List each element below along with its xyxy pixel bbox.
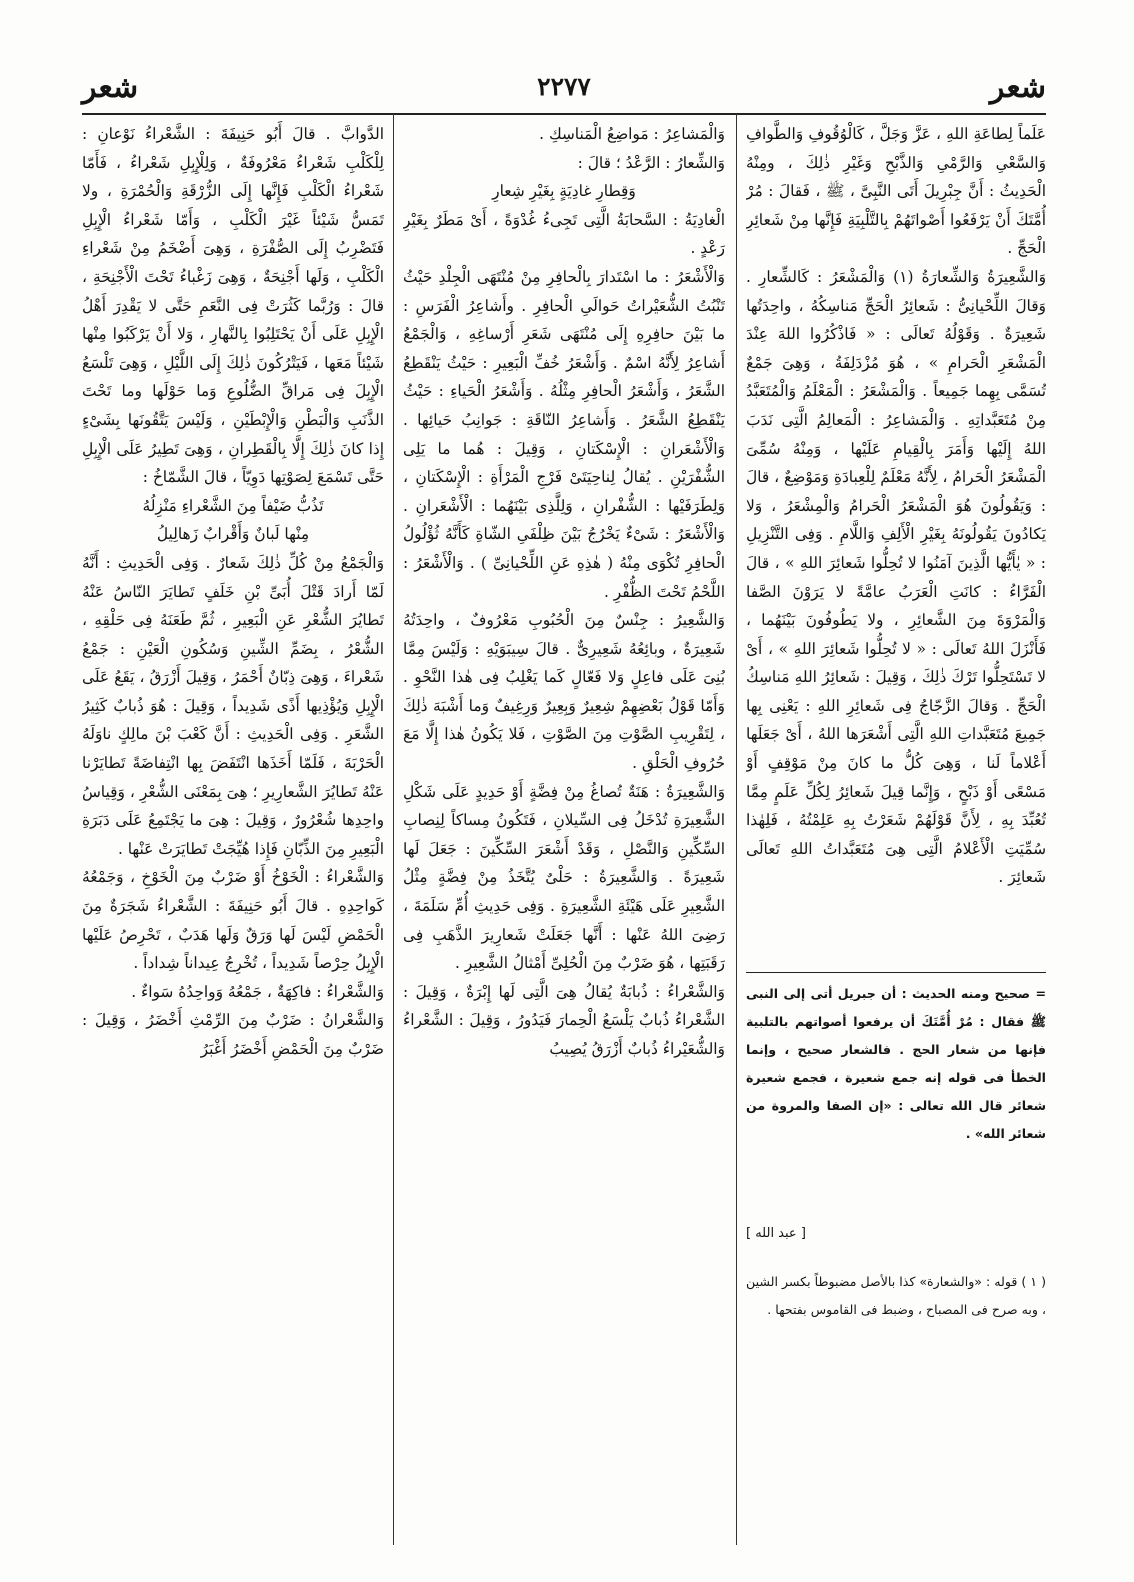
entry-paragraph: وَالْمَشاعِرُ : مَواضِعُ الْمَناسِكِ .: [539, 125, 725, 143]
entry-paragraph: وَالشَّعِيرُ : جِنْسٌ مِنَ الْحُبُوبِ مَعْرُوفٌ ، واحِدَتُهُ شَعِيرَةٌ ، وبائِعُهُ شَعِيرِىٌّ . قالَ سِيبَوَيْهِ : وَلَيْسَ مِمَّا بُنِىَ عَلَى فاعِلٍ وَلا فَعّالٍ كَما يَغْلِبُ فِى هٰذا النَّحْوِ . وَأَمّا قَوْلُ بَعْضِهِمْ شِعِيرٌ وَبِعِيرٌ وَرِغِيفٌ وَما أَشْبَهَ ذٰلِكَ ، لِتَقْرِيبِ الصَّوْتِ مِنَ الصَّوْتِ ، فَلا يَكُونُ هٰذا إِلَّا مَعَ حُرُوفِ الْحَلْقِ .: [403, 611, 725, 773]
column-divider: [393, 113, 394, 1545]
entry-paragraph: وَالْجَمْعُ مِنْ كُلِّ ذٰلِكَ شَعارٌ . وَفِى الْحَدِيثِ : أَنَّهُ لَمّا أَرادَ قَتْلَ أُبَىِّ بْنِ خَلَفٍ تَطايَرَ النّاسُ عَنْهُ تَطايُرَ الشُّعْرِ عَنِ الْبَعِيرِ ، ثُمَّ طَعَنَهُ فِى حَلْقِهِ ، الشُّعْرُ ، بِضَمِّ الشِّينِ وَسُكُونِ الْعَيْنِ : جَمْعُ شَعْراءَ ، وَهِىَ ذِبّانٌ أَحْمَرُ ، وَقِيلَ أَزْرَقُ ، يَقَعُ عَلَى الْإِبِلِ وَيُؤْذِيها أَذًى شَدِيداً ، وَقِيلَ : هُوَ ذُبابٌ كَثِيرُ الشَّعَرِ . وَفِى الْحَدِيثِ : أَنَّ كَعْبَ بْنَ مالِكٍ ناوَلَهُ الْحَرْبَةَ ، فَلَمّا أَخَذَها انْتَفَضَ بِها انْتِفاضَةً تَطايَرْنا عَنْهُ تَطايُرَ الشَّعارِيرِ ؛ هِىَ بِمَعْنَى الشُّعْرِ ، وَقِياسُ واحِدِها شُعْرُورٌ ، وَقِيلَ : هِىَ ما يَجْتَمِعُ عَلَى دَبَرَةِ الْبَعِيرِ مِنَ الذِّبّانِ فَإِذا هُيِّجَتْ تَطايَرَتْ عَنْها .: [82, 553, 384, 858]
entry-paragraph: وَالشَّعِيرَةُ وَالشِّعارَةُ (١) وَالْمَشْعَرُ : كَالشِّعارِ . وَقالَ اللِّحْيانِىُّ : شَعائِرُ الْحَجِّ مَناسِكُهُ ، واحِدَتُها شَعِيرَةٌ . وَقَوْلُهُ تَعالَى : « فَاذْكُرُوا اللهَ عِنْدَ الْمَشْعَرِ الْحَرامِ » ، هُوَ مُزْدَلِفَةُ ، وَهِىَ جَمْعٌ تُسَمَّى بِهِما جَمِيعاً . وَالْمَشْعَرُ : الْمَعْلَمُ وَالْمُتَعَبَّدُ مِنْ مُتَعَبَّداتِهِ . وَالْمَشاعِرُ : الْمَعالِمُ الَّتِى نَدَبَ اللهُ إِلَيْها وَأَمَرَ بِالْقِيامِ عَلَيْها ، وَمِنْهُ سُمِّىَ الْمَشْعَرُ الْحَرامُ ، لِأَنَّهُ مَعْلَمٌ لِلْعِبادَةِ وَمَوْضِعٌ ، قالَ : وَيَقُولُونَ هُوَ الْمَشْعَرُ الْحَرامُ وَالْمِشْعَرُ ، وَلا يَكادُونَ يَقُولُونَهُ بِغَيْرِ الْأَلِفِ وَاللَّامِ . وَفِى التَّنْزِيلِ : « يٰأَيُّها الَّذِينَ آمَنُوا لا تُحِلُّوا شَعائِرَ اللهِ » ، قالَ الْفَرَّاءُ : كانَتِ الْعَرَبُ عامَّةً لا يَرَوْنَ الصَّفا وَالْمَرْوَةَ مِنَ الشَّعائِرِ ، ولا يَطُوفُونَ بَيْنَهُما ، فَأَنْزَلَ اللهُ تَعالَى : « لا تُحِلُّوا شَعائِرَ اللهِ » ، أَىْ لا تَسْتَحِلُّوا تَرْكَ ذٰلِكَ ، وَقِيلَ : شَعائِرُ اللهِ مَناسِكُ الْحَجِّ . وَقالَ الزَّجّاجُ فِى شَعائِرِ اللهِ : يَعْنِى بِها جَمِيعَ مُتَعَبَّداتِ اللهِ الَّتِى أَشْعَرَها اللهُ ، أَىْ جَعَلَها أَعْلاماً لَنا ، وَهِىَ كُلُّ ما كانَ مِنْ مَوْقِفٍ أَوْ مَسْعًى أَوْ ذَبْحٍ ، وَإِنَّما قِيلَ شَعائِرُ لِكُلِّ عَلَمٍ مِمَّا تُعُبِّدَ بِهِ ، لِأَنَّ قَوْلَهُمْ شَعَرْتُ بِهِ عَلِمْتُهُ ، فَلِهٰذا سُمِّيَتِ الْأَعْلامُ الَّتِى هِىَ مُتَعَبَّداتُ اللهِ تَعالَى شَعائِرَ .: [746, 267, 1046, 887]
entry-paragraph: وَالشَّعْرانُ : ضَرْبٌ مِنَ الرِّمْثِ أَخْضَرُ ، وَقِيلَ : ضَرْبٌ مِنَ الْحَمْضِ أَخْضَرُ أَغْبَرُ: [82, 1011, 384, 1058]
entry-paragraph: وَالشَّعْراءُ : فاكِهَةٌ ، جَمْعُهُ وَواحِدُهُ سَواءٌ .: [131, 982, 384, 1001]
header-rule: [82, 113, 1046, 115]
poetry-verse: تَذُبُّ ضَيْفاً مِنَ الشَّعْراءِ مَنْزِلُهُ: [142, 496, 324, 515]
footnote-rule: [746, 972, 1046, 973]
editor-signature: [ عبد الله ]: [746, 1226, 806, 1241]
editor-footnote: = صحيح ومنه الحديث : أن جبريل أتى إلى النبى ﷺ فقال : مُرْ أُمَّتَكَ أن يرفعوا أصواتهم بالتلبية فإنها من شعار الحج . فالشعار صحيح ، وإنما الخطأ فى قوله إنه جمع شعيرة ، فجمع شعيرة شعائر قال الله تعالى : «إن الصفا والمروة من شعائر الله» .: [746, 986, 1046, 1141]
footnote-1: ( ١ ) قوله : «والشعارة» كذا بالأصل مضبوطاً بكسر الشين ، وبه صرح فى المصباح ، وضبط فى القاموس بفتحها .: [746, 1274, 1046, 1317]
column-left: [82, 120, 384, 1550]
column-middle: [403, 120, 725, 1550]
poetry-verse: مِنْها لَبانٌ وَأَقْرابٌ زَهالِيلُ: [156, 525, 310, 544]
headword-left: شعر: [82, 70, 139, 105]
entry-paragraph: وَالشِّعارُ : الرَّعْدُ ؛ قالَ :: [577, 153, 725, 172]
page-header: [82, 70, 1046, 110]
entry-paragraph: وَالشَّعْراءُ : الْخَوْخُ أَوْ ضَرْبٌ مِنَ الْخَوْخِ ، وَجَمْعُهُ كَواحِدِهِ . قالَ أَبُو حَنِيفَةَ : الشَّعْراءُ شَجَرَةٌ مِنَ الْحَمْضِ لَيْسَ لَها وَرَقٌ وَلَها هَدَبٌ ، تَحْرِصُ عَلَيْها الْإِبِلُ حِرْصاً شَدِيداً ، تُخْرِجُ عِيداناً شِداداً .: [82, 868, 384, 973]
entry-paragraph: وَالشَّعْراءُ : ذُبابَةٌ يُقالُ هِىَ الَّتِى لَها إِبْرَةٌ ، وَقِيلَ : الشَّعْراءُ ذُبابٌ يَلْسَعُ الْحِمارَ فَيَدُورُ ، وَقِيلَ : الشَّعْراءُ وَالشُّعَيْراءُ ذُبابٌ أَزْرَقُ يُصِيبُ: [403, 982, 725, 1058]
column-right: [746, 120, 1046, 960]
headword-right: شعر: [989, 70, 1046, 105]
column-divider: [736, 113, 737, 1545]
entry-paragraph: الْغادِيَةُ : السَّحابَةُ الَّتِى تَجِىءُ غُدْوَةً ، أَىْ مَطَرٌ بِغَيْرِ رَعْدٍ .: [403, 210, 725, 258]
page-number: ٢٢٧٧: [537, 72, 591, 101]
entry-paragraph: وَالشَّعِيرَةُ : هَنَةٌ تُصاغُ مِنْ فِضَّةٍ أَوْ حَدِيدٍ عَلَى شَكْلِ الشَّعِيرَةِ تُدْخَلُ فِى السِّيلانِ ، فَتَكُونُ مِساكاً لِنِصابِ السِّكِّينِ وَالنَّصْلِ ، وَقَدْ أَشْعَرَ السِّكِّينَ : جَعَلَ لَها شَعِيرَةً . وَالشَّعِيرَةُ : حَلْىٌ يُتَّخَذُ مِنْ فِضَّةٍ مِثْلُ الشَّعِيرِ عَلَى هَيْئَةِ الشَّعِيرَةِ . وَفِى حَدِيثِ أُمِّ سَلَمَةَ ، رَضِىَ اللهُ عَنْها : أَنَّها جَعَلَتْ شَعارِيرَ الذَّهَبِ فِى رَقَبَتِها ، هُوَ ضَرْبٌ مِنَ الْحُلِىِّ أَمْثالُ الشَّعِيرِ .: [403, 782, 725, 973]
entry-paragraph: الدَّوابَّ . قالَ أَبُو حَنِيفَةَ : الشَّعْراءُ نَوْعانِ : لِلْكَلْبِ شَعْراءُ مَعْرُوفَةٌ ، وَلِلْإِبِلِ شَعْراءُ ، فَأَمّا شَعْراءُ الْكَلْبِ فَإِنَّها إِلَى الزُّرْقَةِ وَالْحُمْرَةِ ، ولا تَمَسُّ شَيْئاً غَيْرَ الْكَلْبِ ، وَأَمّا شَعْراءُ الْإِبِلِ فَتَضْرِبُ إِلَى الصُّفْرَةِ ، وَهِىَ أَضْخَمُ مِنْ شَعْراءِ الْكَلْبِ ، وَلَها أَجْنِحَةٌ ، وَهِىَ زَغْباءُ تَحْتَ الْأَجْنِحَةِ ، قالَ : وَرُبَّما كَثُرَتْ فِى النَّعَمِ حَتَّى لا يَقْدِرَ أَهْلُ الْإِبِلِ عَلَى أَنْ يَحْتَلِبُوا بِالنَّهارِ ، وَلا أَنْ يَرْكَبُوا مِنْها شَيْئاً مَعَها ، فَيَتْرُكُونَ ذٰلِكَ إِلَى اللَّيْلِ ، وَهِىَ تَلْسَعُ الْإِبِلَ فِى مَراقِّ الضُّلُوعِ وَما حَوْلَها وما تَحْتَ الذَّنَبِ وَالْبَطْنِ وَالْإِبْطَيْنِ ، وَلَيْسَ يَتَّقُونَها بِشَىْءٍ إِذا كانَ ذٰلِكَ إِلَّا بِالْقَطِرانِ ، وَهِىَ تَطِيرُ عَلَى الْإِبِلِ حَتَّى تَسْمَعَ لِصَوْتِها دَوِيّاً ، قالَ الشَّمّاخُ :: [82, 125, 384, 487]
poetry-verse: وَقِطارِ غادِيَةٍ بِغَيْرِ شِعارِ: [492, 182, 636, 201]
entry-paragraph: وَالْأَشْعَرُ : ما اسْتَدارَ بِالْحافِرِ مِنْ مُنْتَهَى الْجِلْدِ حَيْثُ تَنْبُتُ الشُّعَيْراتُ حَوالَىِ الْحافِرِ . وأَشاعِرُ الْفَرَسِ : ما بَيْنَ حافِرِهِ إِلَى مُنْتَهَى شَعَرِ أَرْساغِهِ ، وَالْجَمْعُ أَشاعِرُ لِأَنَّهُ اسْمٌ . وَأَشْعَرُ خُفِّ الْبَعِيرِ : حَيْثُ يَنْقَطِعُ الشَّعَرُ ، وَأَشْعَرُ الْحافِرِ مِثْلُهُ . وَأَشْعَرُ الْحَياءِ : حَيْثُ يَنْقَطِعُ الشَّعَرُ . وَأَشاعِرُ النّاقَةِ : جَوانِبُ حَيائِها . وَالْأَشْعَرانِ : الْإِسْكَتانِ ، وَقِيلَ : هُما ما يَلِى الشُّفْرَيْنِ . يُقالُ لِناحِيَتَىْ فَرْجِ الْمَرْأَةِ : الْإِسْكَتانِ ، وَلِطَرَفَيْها : الشُّفْرانِ ، وَلِلَّذِى بَيْنَهُما : الْأَشْعَرانِ . وَالْأَشْعَرُ : شَىْءٌ يَخْرُجُ بَيْنَ ظِلْفَىِ الشّاةِ كَأَنَّهُ ثُؤْلُولُ الْحافِرِ تُكْوَى مِنْهُ ( هٰذِهِ عَنِ اللِّحْيانِىِّ ) . وَالْأَشْعَرُ : اللَّحْمُ تَحْتَ الظُّفْرِ .: [403, 267, 725, 601]
entry-paragraph: عَلَماً لِطاعَةِ اللهِ ، عَزَّ وَجَلَّ ، كَالْوُقُوفِ وَالطَّوافِ وَالسَّعْىِ وَالرَّمْىِ وَالذَّبْحِ وَغَيْرِ ذٰلِكَ ، ومِنْهُ الْحَدِيثُ : أَنَّ جِبْرِيلَ أَتَى النَّبِىَّ ، ﷺ ، فَقالَ : مُرْ أُمَّتَكَ أَنْ يَرْفَعُوا أَصْواتَهُمْ بِالتَّلْبِيَةِ فَإِنَّها مِنْ شَعائِرِ الْحَجِّ .: [746, 125, 1046, 258]
